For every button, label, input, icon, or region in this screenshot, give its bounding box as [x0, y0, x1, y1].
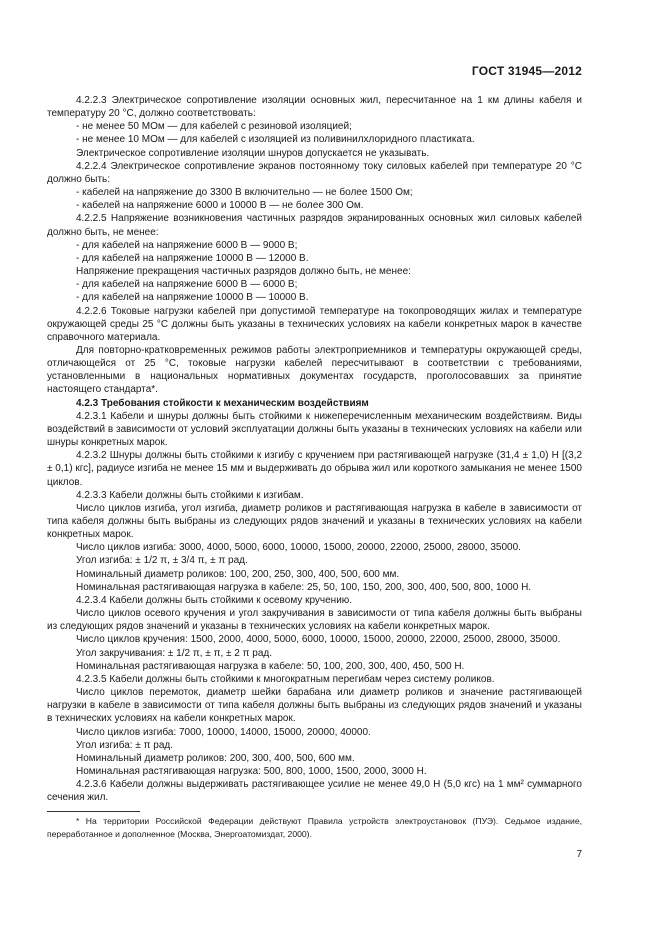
- paragraph: Номинальный диаметр роликов: 200, 300, 400, 500, 600 мм.: [76, 752, 355, 764]
- footnote: [47, 815, 582, 841]
- paragraph: 4.2.2.6 Токовые нагрузки кабелей при допустимой температуре на токопроводящих жилах и температуре окружающей среды 25 °С должны быть указаны в технических условиях на кабели конкретных марок в качестве справочного материала.: [47, 305, 582, 343]
- list-item: - кабелей на напряжение до 3300 В включительно — не более 1500 Ом;: [76, 187, 413, 199]
- paragraph: 4.2.2.5 Напряжение возникновения частичных разрядов экранированных основных жил силовых кабелей должно быть, не менее:: [47, 213, 582, 238]
- paragraph: 4.2.3.5 Кабели должны быть стойкими к многократным перегибам через систему роликов.: [76, 673, 495, 685]
- paragraph: Число циклов изгиба, угол изгиба, диаметр роликов и растягивающая нагрузка в кабеле в зависимости от типа кабеля должны быть выбраны из следующих рядов значений и указаны в технических условиях на кабели конкретных марок.: [47, 502, 582, 541]
- paragraph: Для повторно-кратковременных режимов работы электроприемников и температуры окружающей среды, отличающейся от 25 °С, токовые нагрузки кабелей пересчитывают в соответствии с требованиями, установленными в национальных нормативных документах государств, проголосовавших за принятие настоящего стандарта*.: [47, 344, 582, 396]
- standard-header: ГОСТ 31945—2012: [471, 64, 582, 78]
- paragraph: Число циклов изгиба: 3000, 4000, 5000, 6000, 10000, 15000, 20000, 22000, 25000, 28000, 35000.: [76, 542, 521, 554]
- paragraph: 4.2.3.4 Кабели должны быть стойкими к осевому кручению.: [76, 594, 353, 606]
- paragraph: 4.2.3.2 Шнуры должны быть стойкими к изгибу с кручением при растягивающей нагрузке (31,4 ± 1,0) Н [(3,2 ± 0,1) кгс], радиусе изгиба не менее 15 мм и выдерживать до обрыва жил или короткого замыкания не менее 1500 циклов.: [47, 450, 582, 488]
- paragraph: Угол изгиба: ± 1/2 π, ± 3/4 π, ± π рад.: [76, 555, 248, 567]
- paragraph: Угол изгиба: ± π рад.: [76, 739, 173, 751]
- paragraph: Угол закручивания: ± 1/2 π, ± π, ± 2 π рад.: [76, 647, 273, 659]
- paragraph: Номинальный диаметр роликов: 100, 200, 250, 300, 400, 500, 600 мм.: [76, 568, 400, 580]
- footnote-text: * На территории Российской Федерации действуют Правила устройств электроустановок (ПУЭ). Седьмое издание, переработанное и дополненное (Москва, Энергоатомиздат, 2000).: [47, 816, 582, 839]
- paragraph: 4.2.3.6 Кабели должны выдерживать растягивающее усилие не менее 49,0 Н (5,0 кгс) на 1 мм² суммарного сечения жил.: [47, 779, 582, 804]
- paragraph: 4.2.2.3 Электрическое сопротивление изоляции основных жил, пересчитанное на 1 км длины кабеля и температуру 20 °С, должно соответствовать:: [47, 95, 582, 120]
- paragraph: 4.2.3 Требования стойкости к механическим воздействиям: [76, 397, 369, 409]
- list-item: - не менее 10 МОм — для кабелей с изоляцией из поливинилхлоридного пластиката.: [76, 134, 475, 146]
- paragraph: Напряжение прекращения частичных разрядов должно быть, не менее:: [76, 266, 411, 278]
- paragraph: Число циклов осевого кручения и угол закручивания в зависимости от типа кабеля должны быть выбраны из следующих рядов значений и указаны в технических условиях на кабели конкретных марок.: [47, 608, 582, 633]
- list-item: - для кабелей на напряжение 6000 В — 9000 В;: [76, 239, 298, 251]
- body-text: [47, 94, 582, 804]
- list-item: - не менее 50 МОм — для кабелей с резиновой изоляцией;: [76, 121, 352, 133]
- paragraph: Число циклов перемоток, диаметр шейки барабана или диаметр роликов и значение растягивающей нагрузки в кабеле в зависимости от типа кабеля должны быть выбраны из следующих рядов значений и указаны в технических условиях на кабели конкретных марок.: [47, 687, 582, 725]
- paragraph: Число циклов кручения: 1500, 2000, 4000, 5000, 6000, 10000, 15000, 20000, 22000, 25000, 28000, 35000.: [76, 634, 561, 646]
- paragraph: Электрическое сопротивление изоляции шнуров допускается не указывать.: [76, 147, 430, 159]
- list-item: - для кабелей на напряжение 10000 В — 10000 В.: [76, 292, 309, 304]
- list-item: - кабелей на напряжение 6000 и 10000 В — не более 300 Ом.: [76, 200, 364, 212]
- list-item: - для кабелей на напряжение 6000 В — 6000 В;: [76, 279, 298, 291]
- paragraph: Номинальная растягивающая нагрузка: 500, 800, 1000, 1500, 2000, 3000 Н.: [76, 765, 427, 777]
- paragraph: Число циклов изгиба: 7000, 10000, 14000, 15000, 20000, 40000.: [76, 726, 371, 738]
- footnote-divider: [47, 811, 140, 812]
- paragraph: 4.2.2.4 Электрическое сопротивление экранов постоянному току силовых кабелей при температуре 20 °С должно быть:: [47, 160, 582, 185]
- paragraph: Номинальная растягивающая нагрузка в кабеле: 25, 50, 100, 150, 200, 300, 400, 500, 800, 1000 Н.: [76, 581, 532, 593]
- paragraph: 4.2.3.3 Кабели должны быть стойкими к изгибам.: [76, 489, 304, 501]
- page-number: 7: [576, 849, 582, 860]
- paragraph: Номинальная растягивающая нагрузка в кабеле: 50, 100, 200, 300, 400, 450, 500 Н.: [76, 660, 465, 672]
- paragraph: 4.2.3.1 Кабели и шнуры должны быть стойкими к нижеперечисленным механическим воздействиям. Виды воздействий в зависимости от условий эксплуатации должны быть указаны в технических условиях на кабели или шнуры конкретных марок.: [47, 410, 582, 449]
- list-item: - для кабелей на напряжение 10000 В — 12000 В.: [76, 252, 309, 264]
